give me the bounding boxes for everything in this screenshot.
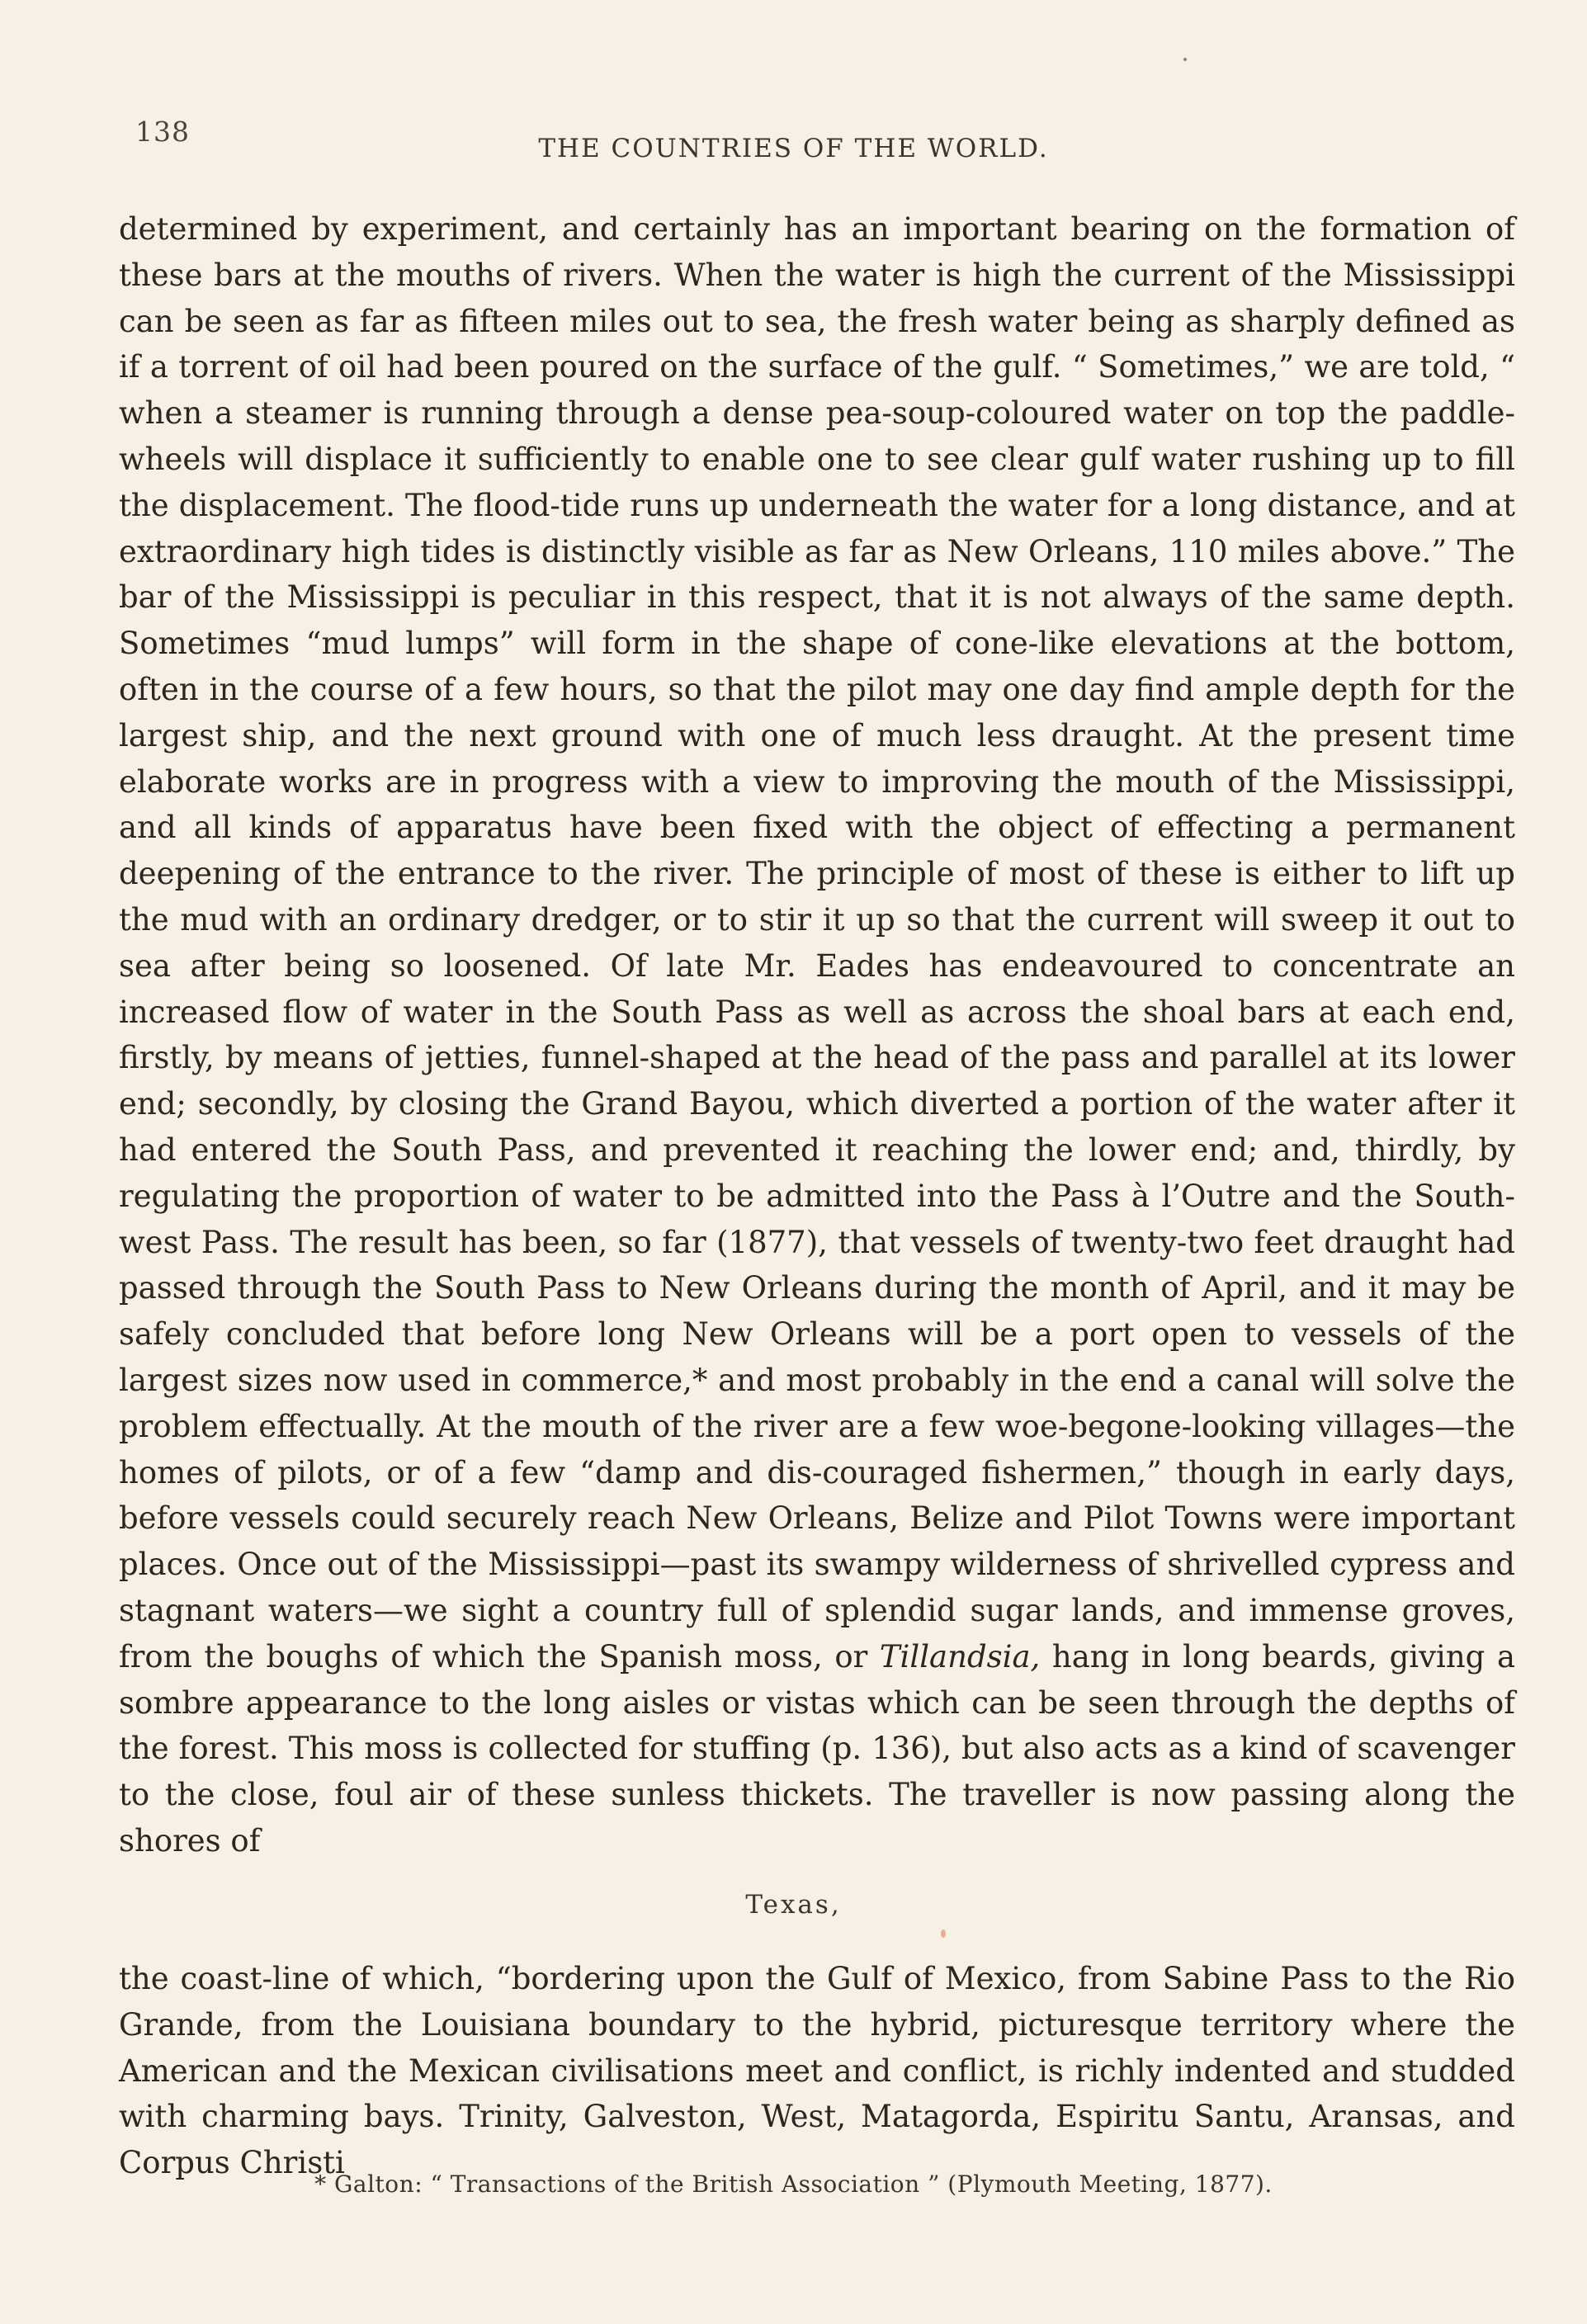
- paper-speck: [941, 1930, 946, 1938]
- page-number: 138: [135, 116, 190, 148]
- paper-speck: [1183, 58, 1187, 61]
- body-paragraph-text: determined by experiment, and certainly has an important bearing on the formation of these bars at the mouths of rivers. When the water is high the current of the Mississippi can be seen as far as fifteen miles out to sea, the fresh water being as sharply defined as if a torrent of oil had been poured on the surface of the gulf. “ Sometimes,” we are told, “ when a steamer is running through a dense pea-soup-coloured water on top the paddle-wheels will displace it sufficiently to enable one to see clear gulf water rushing up to fill the displacement. The flood-tide runs up underneath the water for a long distance, and at extraordinary high tides is distinctly visible as far as New Orleans, 110 miles above.” The bar of the Mississippi is peculiar in this respect, that it is not always of the same depth. Sometimes “mud lumps” will form in the shape of cone-like elevations at the bottom, often in the course of a few hours, so that the pilot may one day find ample depth for the largest ship, and the next ground with one of much less draught. At the present time elaborate works are in progress with a view to improving the mouth of the Mississippi, and all kinds of apparatus have been fixed with the object of effecting a permanent deepening of the entrance to the river. The principle of most of these is either to lift up the mud with an ordinary dredger, or to stir it up so that the current will sweep it out to sea after being so loosened. Of late Mr. Eades has endeavoured to concentrate an increased flow of water in the South Pass as well as across the shoal bars at each end, firstly, by means of jetties, funnel-shaped at the head of the pass and parallel at its lower end; secondly, by closing the Grand Bayou, which diverted a portion of the water after it had entered the South Pass, and prevented it reaching the lower end; and, thirdly, by regulating the proportion of water to be admitted into the Pass à l’Outre and the South-west Pass. The result has been, so far (1877), that vessels of twenty-two feet draught had passed through the South Pass to New Orleans during the month of April, and it may be safely concluded that before long New Orleans will be a port open to vessels of the largest sizes now used in commerce,* and most probably in the end a canal will solve the problem effectually. At the mouth of the river are a few woe-begone-looking villages—the homes of pilots, or of a few “damp and dis-couraged fishermen,” though in early days, before vessels could securely reach New Orleans, Belize and Pilot Towns were important places. Once out of the Mississippi—past its swampy wilderness of shrivelled cypress and stagnant waters—we sight a country full of splendid sugar lands, and immense groves, from the boughs of which the Spanish moss, or: [119, 211, 1515, 1675]
- section-text-block: [119, 1956, 1515, 2186]
- body-paragraph-end: hang in long beards, giving a sombre appearance to the long aisles or vistas which can be seen through the depths of the forest. This moss is collected for stuffing (p. 136), but also acts as a kind of scavenger to the close, foul air of these sunless thickets. The traveller is now passing along the shores of: [119, 1638, 1515, 1859]
- body-paragraph: [119, 206, 1515, 1864]
- section-heading: Texas,: [745, 1890, 842, 1920]
- footnote: * Galton: “ Transactions of the British Association ” (Plymouth Meeting, 1877).: [314, 2170, 1273, 2198]
- running-title: THE COUNTRIES OF THE WORLD.: [538, 134, 1049, 163]
- section-paragraph: the coast-line of which, “bordering upon the Gulf of Mexico, from Sabine Pass to the Rio Grande, from the Louisiana boundary to the hybrid, picturesque territory where the American and the Mexican civilisations meet and conflict, is richly indented and studded with charming bays. Trinity, Galveston, West, Matagorda, Espiritu Santu, Aransas, and Corpus Christi: [119, 1961, 1515, 2181]
- italic-term: Tillandsia,: [879, 1638, 1041, 1675]
- main-text-block: [119, 206, 1515, 1864]
